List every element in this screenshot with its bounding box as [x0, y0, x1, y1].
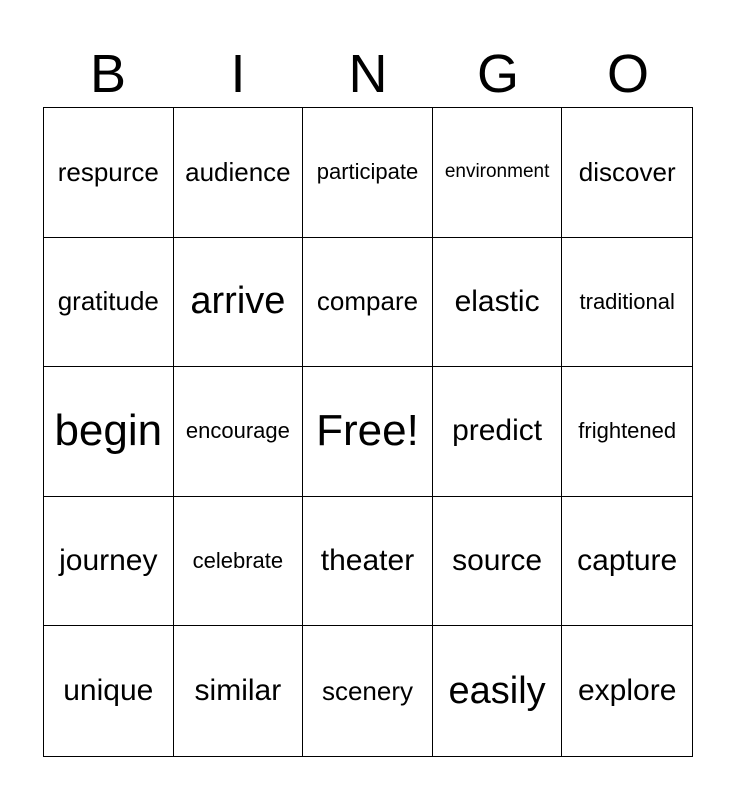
bingo-cell[interactable]: frightened — [562, 367, 692, 497]
bingo-cell[interactable]: scenery — [303, 626, 433, 756]
bingo-cell[interactable]: unique — [44, 626, 174, 756]
header-letter-n: N — [348, 44, 388, 104]
bingo-cell[interactable]: respurce — [44, 108, 174, 238]
free-space-cell[interactable]: Free! — [303, 367, 433, 497]
bingo-cell[interactable]: journey — [44, 497, 174, 627]
bingo-cell[interactable]: audience — [174, 108, 304, 238]
bingo-header — [43, 40, 693, 108]
bingo-cell[interactable]: participate — [303, 108, 433, 238]
bingo-cell[interactable]: compare — [303, 238, 433, 368]
bingo-cell[interactable]: similar — [174, 626, 304, 756]
bingo-cell[interactable]: theater — [303, 497, 433, 627]
bingo-cell[interactable]: traditional — [562, 238, 692, 368]
bingo-cell[interactable]: source — [433, 497, 563, 627]
bingo-cell[interactable]: arrive — [174, 238, 304, 368]
bingo-cell[interactable]: encourage — [174, 367, 304, 497]
header-letter-b: B — [89, 44, 127, 104]
header-letter-g: G — [476, 44, 519, 104]
bingo-cell[interactable]: easily — [433, 626, 563, 756]
bingo-cell[interactable]: celebrate — [174, 497, 304, 627]
bingo-cell[interactable]: gratitude — [44, 238, 174, 368]
header-letter-i: I — [230, 44, 246, 104]
bingo-cell[interactable]: begin — [44, 367, 174, 497]
bingo-cell[interactable]: discover — [562, 108, 692, 238]
bingo-cell[interactable]: capture — [562, 497, 692, 627]
header-letter-o: O — [606, 44, 649, 104]
bingo-cell[interactable]: explore — [577, 674, 677, 708]
bingo-cell[interactable]: elastic — [433, 238, 563, 368]
bingo-cell[interactable]: predict — [433, 367, 563, 497]
bingo-board — [43, 107, 693, 757]
bingo-cell[interactable]: environment — [433, 108, 563, 238]
